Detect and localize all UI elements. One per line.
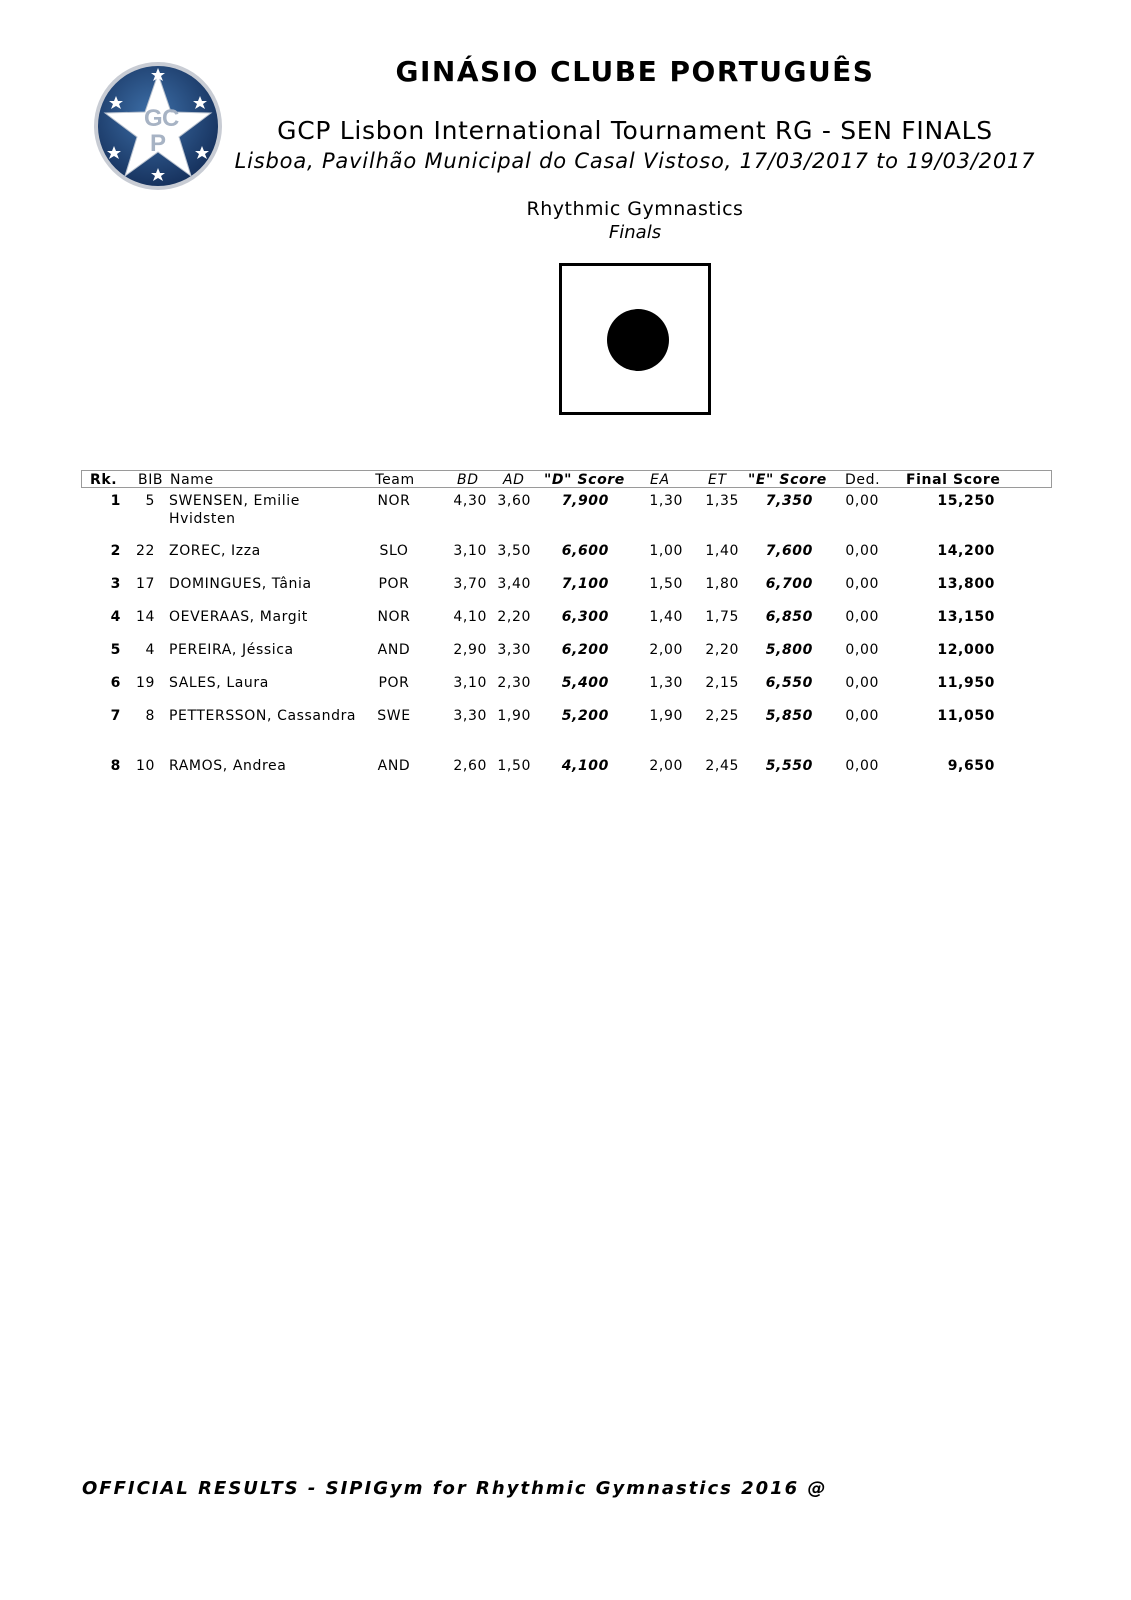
- cell-e-score: 5,850: [765, 708, 813, 724]
- cell-d-score: 5,200: [561, 708, 609, 724]
- discipline-label: Rhythmic Gymnastics: [526, 198, 744, 220]
- cell-e-score: 5,550: [765, 758, 813, 774]
- cell-ea: 1,00: [649, 543, 683, 559]
- cell-team: SWE: [377, 708, 411, 724]
- cell-bib: 4: [145, 642, 155, 658]
- cell-e-score: 6,700: [765, 576, 813, 592]
- col-d-score: "D" Score: [544, 472, 625, 488]
- cell-ad: 2,30: [497, 675, 531, 691]
- cell-rank: 6: [110, 675, 121, 691]
- cell-name: RAMOS, Andrea: [169, 758, 287, 774]
- cell-bib: 5: [145, 493, 155, 509]
- cell-name: PETTERSSON, Cassandra: [169, 708, 357, 724]
- cell-bd: 3,70: [453, 576, 487, 592]
- cell-bib: 19: [135, 675, 155, 691]
- cell-final: 9,650: [947, 758, 995, 774]
- col-ea: EA: [650, 472, 670, 488]
- cell-final: 11,950: [937, 675, 995, 691]
- col-bib: BIB: [138, 472, 164, 488]
- cell-et: 1,40: [705, 543, 739, 559]
- cell-final: 13,150: [937, 609, 995, 625]
- cell-bib: 14: [135, 609, 155, 625]
- cell-team: AND: [377, 642, 411, 658]
- col-e-score: "E" Score: [748, 472, 827, 488]
- footer-text: OFFICIAL RESULTS - SIPIGym for Rhythmic Gymnastics 2016 @: [82, 1478, 828, 1499]
- cell-bib: 8: [145, 708, 155, 724]
- cell-bib: 10: [135, 758, 155, 774]
- cell-ded: 0,00: [845, 758, 879, 774]
- cell-final: 14,200: [937, 543, 995, 559]
- cell-e-score: 5,800: [765, 642, 813, 658]
- ball-icon: [607, 309, 669, 371]
- cell-ded: 0,00: [845, 642, 879, 658]
- cell-ad: 3,40: [497, 576, 531, 592]
- cell-d-score: 5,400: [561, 675, 609, 691]
- cell-e-score: 6,850: [765, 609, 813, 625]
- cell-ad: 3,60: [497, 493, 531, 509]
- cell-name: OEVERAAS, Margit: [169, 609, 308, 625]
- cell-rank: 2: [110, 543, 121, 559]
- col-ad: AD: [503, 472, 525, 488]
- cell-final: 11,050: [937, 708, 995, 724]
- cell-ded: 0,00: [845, 708, 879, 724]
- cell-ea: 1,90: [649, 708, 683, 724]
- cell-bd: 4,10: [453, 609, 487, 625]
- cell-d-score: 7,900: [561, 493, 609, 509]
- svg-text:C: C: [162, 105, 180, 132]
- cell-ea: 1,30: [649, 493, 683, 509]
- cell-ded: 0,00: [845, 493, 879, 509]
- cell-et: 1,35: [705, 493, 739, 509]
- col-final-score: Final Score: [906, 472, 1001, 488]
- cell-d-score: 6,600: [561, 543, 609, 559]
- col-bd: BD: [457, 472, 479, 488]
- cell-bd: 3,10: [453, 543, 487, 559]
- cell-name: SWENSEN, Emilie Hvidsten: [169, 493, 300, 527]
- cell-ea: 1,30: [649, 675, 683, 691]
- cell-name: ZOREC, Izza: [169, 543, 261, 559]
- club-name: GINÁSIO CLUBE PORTUGUÊS: [395, 55, 875, 88]
- cell-d-score: 7,100: [561, 576, 609, 592]
- cell-et: 2,20: [705, 642, 739, 658]
- cell-d-score: 4,100: [561, 758, 609, 774]
- cell-bib: 22: [135, 543, 155, 559]
- cell-ea: 1,40: [649, 609, 683, 625]
- cell-bd: 2,90: [453, 642, 487, 658]
- cell-team: NOR: [377, 493, 411, 509]
- cell-e-score: 7,350: [765, 493, 813, 509]
- cell-bd: 4,30: [453, 493, 487, 509]
- venue-and-dates: Lisboa, Pavilhão Municipal do Casal Vistoso, 17/03/2017 to 19/03/2017: [234, 149, 1036, 173]
- cell-rank: 1: [110, 493, 121, 509]
- cell-team: AND: [377, 758, 411, 774]
- apparatus-box: [559, 263, 711, 415]
- cell-final: 13,800: [937, 576, 995, 592]
- table-row: [81, 707, 1052, 757]
- cell-name: SALES, Laura: [169, 675, 269, 691]
- cell-d-score: 6,300: [561, 609, 609, 625]
- cell-bd: 3,30: [453, 708, 487, 724]
- cell-bd: 2,60: [453, 758, 487, 774]
- cell-e-score: 7,600: [765, 543, 813, 559]
- cell-team: NOR: [377, 609, 411, 625]
- cell-ad: 3,30: [497, 642, 531, 658]
- cell-final: 12,000: [937, 642, 995, 658]
- cell-ded: 0,00: [845, 543, 879, 559]
- cell-rank: 5: [110, 642, 121, 658]
- cell-ea: 2,00: [649, 642, 683, 658]
- cell-rank: 8: [110, 758, 121, 774]
- cell-et: 1,80: [705, 576, 739, 592]
- col-name: Name: [170, 472, 214, 488]
- cell-ad: 2,20: [497, 609, 531, 625]
- cell-team: POR: [378, 576, 410, 592]
- col-rank: Rk.: [90, 472, 118, 488]
- col-team: Team: [375, 472, 415, 488]
- table-row: [81, 757, 1052, 807]
- cell-name: DOMINGUES, Tânia: [169, 576, 312, 592]
- col-ded: Ded.: [845, 472, 881, 488]
- cell-rank: 4: [110, 609, 121, 625]
- cell-ad: 1,50: [497, 758, 531, 774]
- svg-text:P: P: [150, 130, 167, 157]
- cell-ea: 2,00: [649, 758, 683, 774]
- svg-text:G: G: [144, 105, 163, 132]
- cell-ad: 1,90: [497, 708, 531, 724]
- cell-et: 2,45: [705, 758, 739, 774]
- cell-d-score: 6,200: [561, 642, 609, 658]
- phase-label: Finals: [608, 222, 662, 243]
- col-et: ET: [708, 472, 727, 488]
- cell-ded: 0,00: [845, 675, 879, 691]
- cell-name: PEREIRA, Jéssica: [169, 642, 294, 658]
- cell-rank: 7: [110, 708, 121, 724]
- cell-et: 2,15: [705, 675, 739, 691]
- tournament-title: GCP Lisbon International Tournament RG - SEN FINALS: [277, 116, 993, 145]
- cell-e-score: 6,550: [765, 675, 813, 691]
- cell-et: 2,25: [705, 708, 739, 724]
- cell-team: POR: [378, 675, 410, 691]
- cell-final: 15,250: [937, 493, 995, 509]
- table-header: [81, 470, 1052, 488]
- cell-ad: 3,50: [497, 543, 531, 559]
- cell-ea: 1,50: [649, 576, 683, 592]
- cell-ded: 0,00: [845, 576, 879, 592]
- cell-ded: 0,00: [845, 609, 879, 625]
- table-row: [81, 492, 1052, 542]
- cell-bd: 3,10: [453, 675, 487, 691]
- cell-bib: 17: [135, 576, 155, 592]
- cell-team: SLO: [379, 543, 409, 559]
- cell-et: 1,75: [705, 609, 739, 625]
- cell-rank: 3: [110, 576, 121, 592]
